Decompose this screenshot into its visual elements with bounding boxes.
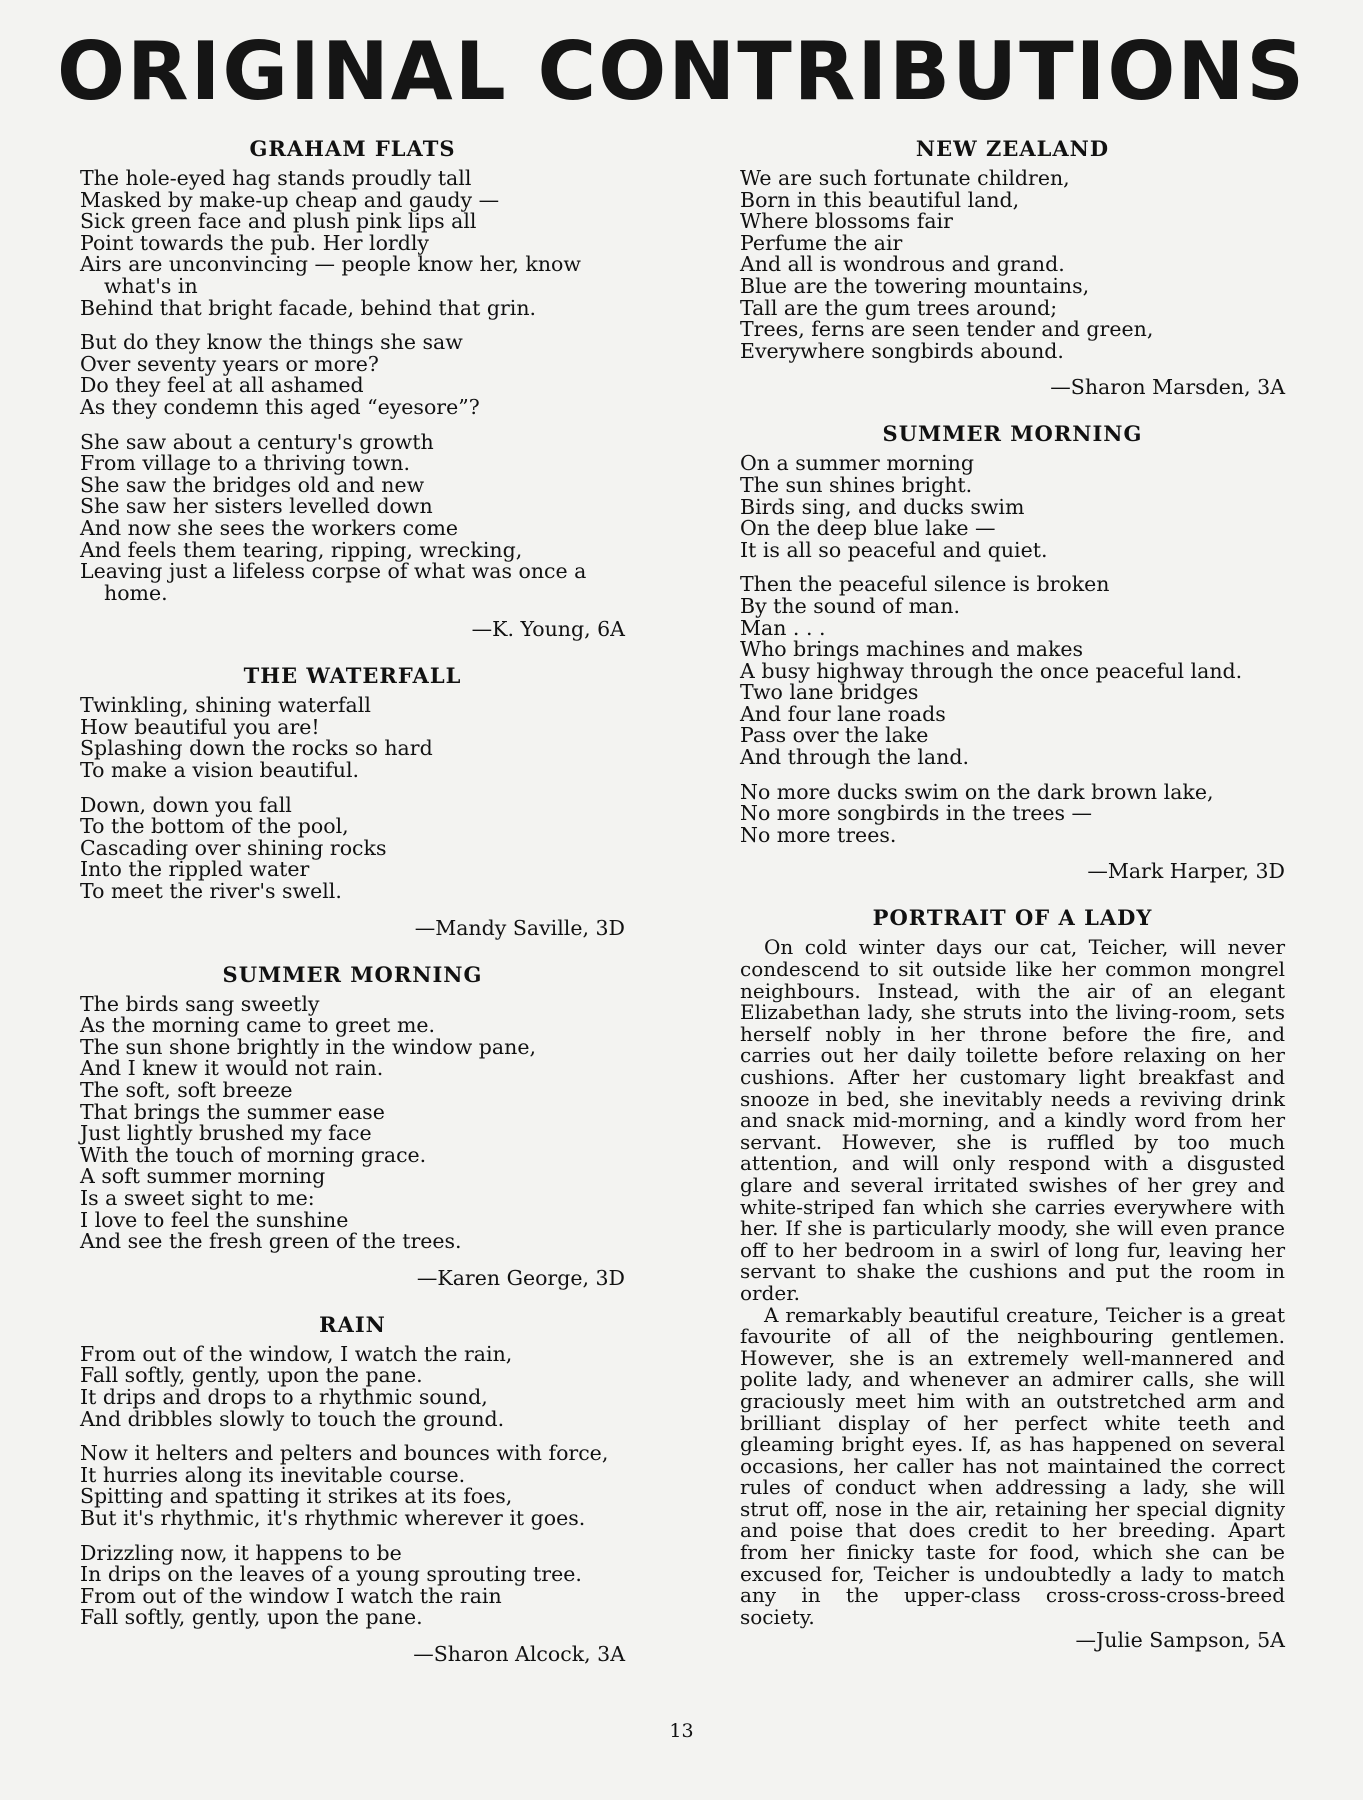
poem-line: From out of the window I watch the rain [80,1583,502,1608]
piece-title: GRAHAM FLATS [249,136,456,161]
poem-stanza [740,168,1285,362]
poem-line: Pass over the lake [740,723,929,748]
right-column [740,136,1285,1674]
poem-line: Everywhere songbirds abound. [740,338,1064,363]
poem-line: And dribbles slowly to touch the ground. [80,1406,505,1431]
poem-line: I love to feel the sunshine [80,1207,349,1232]
poem [80,1312,625,1666]
poem-stanza [80,429,625,605]
poem [80,962,625,1290]
piece-author: —Julie Sampson, 5A [1075,1628,1285,1653]
poem-line: To meet the river's swell. [80,879,342,904]
poem-stanza [80,1341,625,1431]
poem-stanza [80,792,625,904]
poem-line: As the morning came to greet me. [80,1013,436,1038]
poem-line: Blue are the towering mountains, [740,273,1090,298]
piece-title: NEW ZEALAND [915,136,1110,161]
poem-stanza [80,332,625,418]
poem-line: With the touch of morning grace. [80,1142,427,1167]
poem-line: As they condemn this aged “eyesore”? [80,394,480,419]
poem-line: We are such fortunate children, [740,166,1070,190]
poem-line: To the bottom of the pool, [80,814,349,839]
poem-stanza [80,991,625,1254]
poem-line: And see the fresh green of the trees. [80,1229,462,1254]
poem-stanza [80,168,625,319]
poem-line: Sick green face and plush pink lips all [80,209,477,234]
poem-line: Then the peaceful silence is broken [740,572,1110,597]
poem-line: Fall softly, gently, upon the pane. [80,1363,423,1388]
portrait-of-a-lady [740,905,1285,1652]
poem-line: Birds sing, and ducks swim [740,494,1025,519]
poem [740,421,1285,883]
poem-line: The sun shines bright. [740,472,973,497]
poem [80,136,625,641]
poem-line: On the deep blue lake — [740,516,996,541]
poem-line: But do they know the things she saw [80,330,463,355]
poem-line: Trees, ferns are seen tender and green, [740,317,1154,342]
left-column [80,136,625,1688]
poem-line: Down, down you fall [80,792,292,817]
poem-line: Masked by make-up cheap and gaudy — [80,187,500,212]
poem-line: And four lane roads [740,701,946,726]
poem-line: From out of the window, I watch the rain, [80,1341,513,1366]
poem-line: How beautiful you are! [80,714,320,739]
poem-line: No more songbirds in the trees — [740,801,1093,826]
poem-line: And I knew it would not rain. [80,1056,384,1081]
poem-line: And now she sees the workers come [80,515,459,540]
poem-line: In drips on the leaves of a young sprouting tree. [80,1562,582,1587]
piece-title: PORTRAIT OF A LADY [872,905,1153,931]
poem-line: Leaving just a lifeless corpse of what was once a home. [80,559,587,605]
piece-author: —Mark Harper, 3D [1087,859,1285,884]
poem-line: Fall softly, gently, upon the pane. [80,1605,423,1630]
poem-line: Now it helters and pelters and bounces with force, [80,1441,609,1466]
piece-title: THE WATERFALL [243,663,462,689]
poem-line: But it's rhythmic, it's rhythmic wherever it goes. [80,1505,586,1530]
poem-line: A busy highway through the once peaceful land. [740,658,1243,683]
poem-line: Behind that bright facade, behind that grin. [80,295,537,320]
poem-line: Perfume the air [740,230,903,255]
poem-line: That brings the summer ease [80,1099,385,1124]
page-number: 13 [669,1720,694,1742]
poem-line: She saw her sisters levelled down [80,494,433,519]
poem-line: Do they feel at all ashamed [80,373,364,398]
poem-line: And feels them tearing, ripping, wrecking, [80,537,523,562]
piece-author: —K. Young, 6A [471,617,625,642]
poem-stanza [740,574,1285,768]
poem-line: Twinkling, shining waterfall [80,693,371,718]
piece-author: —Sharon Marsden, 3A [1050,375,1285,400]
poem-stanza [80,1443,625,1529]
poem [80,663,625,939]
poem-line: Cascading over shining rocks [80,835,387,860]
poem-line: Man . . . [740,615,826,640]
page-title: ORIGINAL CONTRIBUTIONS [57,25,1306,118]
poem-line: To make a vision beautiful. [80,758,360,783]
poem-stanza [80,1540,625,1630]
poem-line: Airs are unconvincing — people know her, know what's in [80,252,581,298]
poem-line: Splashing down the rocks so hard [80,736,433,761]
poem-line: Where blossoms fair [740,209,953,234]
poem-line: By the sound of man. [740,593,960,618]
poem-line: Into the rippled water [80,857,310,882]
poem-line: And through the land. [740,745,969,770]
poem-line: On a summer morning [740,451,974,476]
poem-line: Just lightly brushed my face [80,1121,372,1146]
poem-line: Over seventy years or more? [80,351,379,376]
poem-line: The sun shone brightly in the window pane, [80,1034,536,1059]
piece-author: —Karen George, 3D [416,1265,625,1290]
poem-line: Born in this beautiful land, [740,187,1020,212]
poem-line: No more ducks swim on the dark brown lake, [740,779,1214,804]
poem [740,136,1285,399]
poem-stanza [740,779,1285,847]
poem-line: It is all so peaceful and quiet. [740,537,1048,562]
poem-line: A soft summer morning [80,1164,326,1189]
poem-line: It drips and drops to a rhythmic sound, [80,1384,488,1409]
right-column-poems [740,136,1285,883]
poem-stanza [80,695,625,781]
prose-paragraph: A remarkably beautiful creature, Teicher is a great favourite of all of the neighbouring gentlemen. However, she is an extremely well-mannered and polite lady, and whenever an admirer calls, she will graciously meet him with an outstretched arm and brilliant display of her perfect white teeth and gleaming bright eyes. If, as has happened on several occasions, her caller has not maintained the correct rules of conduct when addressing a lady, she will strut off, nose in the air, retaining her special dignity and poise that does credit to her breeding. Apart from her finicky taste for food, which she can be excused for, Teicher is undoubtedly a lady to match any in the upper-class cross-cross-cross-breed society. [740,1302,1285,1629]
piece-author: —Mandy Saville, 3D [414,915,625,940]
poem-line: Who brings machines and makes [740,637,1084,662]
prose-paragraph: On cold winter days our cat, Teicher, will never condescend to sit outside like her common mongrel neighbours. Instead, with the air of an elegant Elizabethan lady, she struts into the living-room, sets herself nobly in her throne before the fire, and carries out her daily toilette before relaxing on her cushions. After her customary light breakfast and snooze in bed, she inevitably needs a reviving drink and snack mid-morning, and a kindly word from her servant. However, she is ruffled by too much attention, and will only respond with a disgusted glare and several irritated swishes of her grey and white-striped fan which she carries everywhere with her. If she is particularly moody, she will even prance off to her bedroom in a swirl of long fur, leaving her servant to shake the cushions and put the room in order. [740,935,1285,1305]
poem-line: Tall are the gum trees around; [740,295,1058,320]
poem-stanza [740,453,1285,561]
poem-line: And all is wondrous and grand. [740,252,1065,277]
poem-line: No more trees. [740,822,897,847]
poem-line: She saw the bridges old and new [80,472,425,497]
piece-title: RAIN [319,1311,386,1337]
piece-author: —Sharon Alcock, 3A [413,1641,625,1666]
piece-title: SUMMER MORNING [222,961,483,987]
poem-line: Two lane bridges [740,680,919,705]
poem-line: The hole-eyed hag stands proudly tall [80,166,472,190]
poem-line: Spitting and spatting it strikes at its foes, [80,1484,513,1509]
poem-line: It hurries along its inevitable course. [80,1462,466,1487]
poem-line: Is a sweet sight to me: [80,1185,315,1210]
poem-line: The birds sang sweetly [80,991,320,1016]
poem-line: From village to a thriving town. [80,451,411,476]
poem-line: Drizzling now, it happens to be [80,1540,402,1565]
poem-line: She saw about a century's growth [80,429,434,454]
poem-line: The soft, soft breeze [80,1078,293,1102]
poem-line: Point towards the pub. Her lordly [80,230,429,255]
piece-title: SUMMER MORNING [882,421,1143,447]
